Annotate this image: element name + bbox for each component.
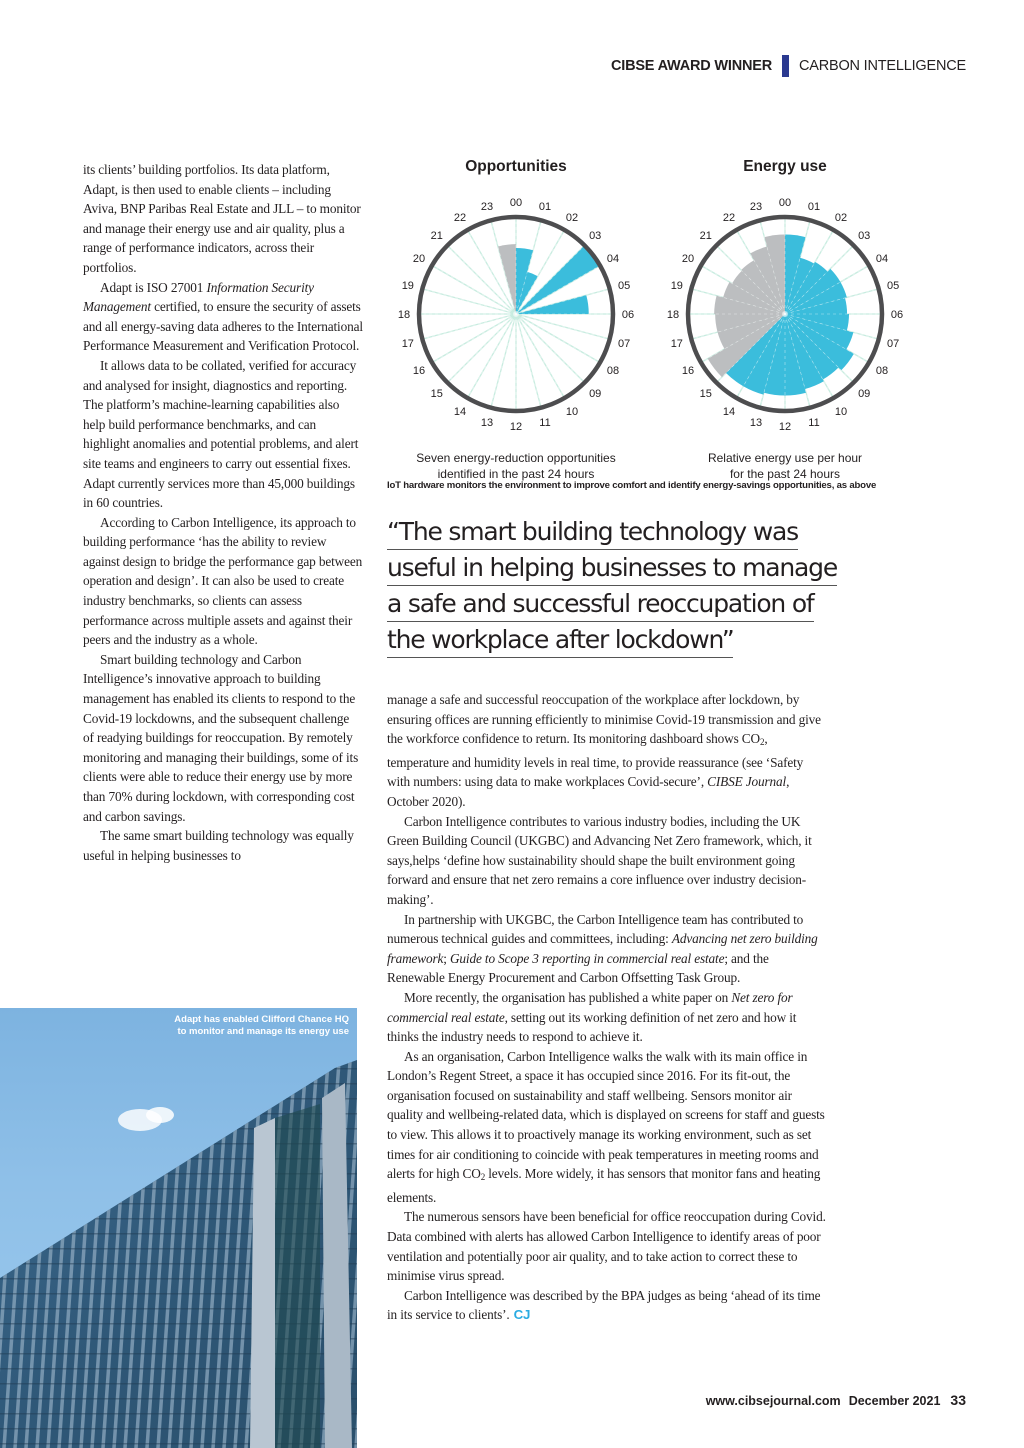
text-run: ; <box>443 950 450 966</box>
hour-label: 21 <box>699 229 712 242</box>
energy-use-chart <box>650 158 920 482</box>
paragraph: its clients’ building portfolios. Its data platform, Adapt, is then used to enable clients – including Aviva, BNP Paribas Real Estate and JLL – to monitor and manage their energy use and air quality, plus a range of performance indicators, across their portfolios. <box>83 162 361 275</box>
paragraph <box>387 690 827 812</box>
subscript: 2 <box>759 737 765 748</box>
hour-label: 18 <box>666 309 680 321</box>
pull-quote-line: useful in helping businesses to manage <box>387 550 837 586</box>
text-run: , setting out its working definition of net zero and how it thinks the industry needs to respond to achieve it. <box>387 1009 797 1045</box>
radial-bar-segment <box>498 244 516 314</box>
text-run: ; and the Renewable Energy Procurement and Carbon Offsetting Task Group. <box>387 950 769 986</box>
paragraph: The same smart building technology was equally useful in helping businesses to <box>83 828 354 863</box>
paragraph <box>387 1286 827 1325</box>
hour-label: 02 <box>565 212 579 225</box>
radial-chart-energy-use <box>650 184 920 444</box>
hour-label: 15 <box>430 388 443 401</box>
text-run: certified, to ensure the security of assets and all energy-saving data adheres to the International Performance Measurement and Verification Protocol. <box>83 299 363 354</box>
figure-caption: IoT hardware monitors the environment to improve comfort and identify energy-savings opportunities, as above <box>387 480 877 491</box>
hour-label: 22 <box>722 212 736 225</box>
hour-label: 15 <box>699 388 712 401</box>
hour-label: 13 <box>480 417 494 430</box>
paragraph: It allows data to be collated, verified for accuracy and analysed for insight, diagnostics and reporting. The platform’s machine-learning capabilities also help build performance benchmarks, and can highlight anomalies and potential problems, and alert site teams and engineers to carry out essential fixes. Adapt currently services more than 45,000 buildings in 60 countries. <box>83 357 359 511</box>
hour-label: 09 <box>589 388 602 401</box>
radial-chart-opportunities <box>381 184 651 444</box>
hour-label: 14 <box>722 405 736 418</box>
header-divider-bar <box>782 55 789 77</box>
chart-title: Opportunities <box>465 158 567 175</box>
text-run: levels. More widely, it has sensors that monitor fans and heating elements. <box>387 1166 821 1205</box>
hour-label: 02 <box>834 212 848 225</box>
text-run: As an organisation, Carbon Intelligence walks the walk with its main office in London’s Regent Street, a space it has occupied since 2016. For its fit-out, the organisation focused on sustainability and staff wellbeing. Sensors monitor air quality and wellbeing-related data, which is displayed on screens for staff and guests to view. This allows it to proactively manage its working environment, such as set times for air conditioning to coincide with peak temperatures in meeting rooms and alerts for high CO <box>387 1048 825 1182</box>
caption-line: for the past 24 hours <box>729 467 841 481</box>
text-run: Carbon Intelligence was described by the BPA judges as being ‘ahead of its time in its service to clients’. <box>387 1287 821 1323</box>
pull-quote <box>387 514 837 658</box>
text-run: In partnership with UKGBC, the Carbon Intelligence team has contributed to numerous technical guides and committees, including: <box>387 911 804 947</box>
hour-label: 00 <box>778 197 792 209</box>
hour-label: 16 <box>412 365 426 377</box>
running-header <box>611 55 966 77</box>
italic-run: Net zero for commercial real estate <box>387 989 793 1025</box>
hour-label: 10 <box>565 405 579 418</box>
hour-label: 22 <box>453 212 467 225</box>
hour-label: 16 <box>681 365 695 377</box>
text-run: More recently, the organisation has published a white paper on <box>404 989 732 1005</box>
hour-label: 06 <box>621 309 635 321</box>
caption-line: identified in the past 24 hours <box>437 467 595 481</box>
chart-caption <box>381 450 651 482</box>
hour-label: 19 <box>401 280 414 293</box>
hour-label: 04 <box>606 253 620 265</box>
caption-line: Seven energy-reduction opportunities <box>416 451 616 465</box>
chart-caption <box>650 450 920 482</box>
paragraph: According to Carbon Intelligence, its approach to building performance ‘has the ability to review against design to bridge the performance gap between operation and design’. It can also be used to create industry benchmarks, so clients can assess performance across multiple assets and against their peers and the industry as a whole. <box>83 514 363 648</box>
end-mark: CJ <box>513 1307 531 1323</box>
body-column-left <box>83 160 363 865</box>
hour-label: 07 <box>887 337 900 350</box>
hour-label: 03 <box>589 229 602 242</box>
text-run: , October 2020). <box>387 774 790 809</box>
page-footer <box>706 1392 966 1408</box>
opportunities-chart <box>381 158 651 482</box>
page-number: 33 <box>950 1392 966 1408</box>
hour-label: 04 <box>875 253 889 265</box>
text-run: Adapt is ISO 27001 <box>100 279 207 295</box>
paragraph <box>387 1047 827 1208</box>
photo-caption <box>174 1014 349 1038</box>
paragraph: Smart building technology and Carbon Intelligence’s innovative approach to building management has enabled its clients to respond to the Covid-19 lockdowns, and the subsequent challenge of readying buildings for reoccupation. By remotely monitoring and managing their buildings, some of its clients were able to reduce their energy use by more than 70% during lockdown, with corresponding cost and carbon savings. <box>83 651 359 824</box>
pull-quote-line: “The smart building technology was <box>387 514 798 550</box>
building-photo <box>0 1008 357 1448</box>
hour-label: 08 <box>606 365 620 377</box>
hour-label: 09 <box>858 388 871 401</box>
hour-label: 17 <box>670 337 683 350</box>
hour-label: 23 <box>749 200 763 213</box>
paragraph: Carbon Intelligence contributes to various industry bodies, including the UK Green Building Council (UKGBC) and Advancing Net Zero framework, which, it says,helps ‘define how sustainability should shape the built environment going forward and ensure that net zero remains a core influence over industry decision-making’. <box>387 813 812 907</box>
hour-label: 18 <box>397 309 411 321</box>
subscript: 2 <box>480 1172 486 1183</box>
hour-label: 10 <box>834 405 848 418</box>
pull-quote-line: the workplace after lockdown” <box>387 622 733 658</box>
hour-label: 17 <box>401 337 414 350</box>
hour-label: 23 <box>480 200 494 213</box>
hour-label: 05 <box>887 280 900 293</box>
italic-run: CIBSE Journal <box>707 774 787 790</box>
header-kicker: CIBSE AWARD WINNER <box>610 58 772 74</box>
hour-label: 11 <box>539 417 551 430</box>
hour-label: 11 <box>808 417 820 430</box>
hour-label: 19 <box>670 280 683 293</box>
italic-run: Information Security Management <box>83 279 314 315</box>
hour-label: 20 <box>681 253 695 265</box>
hour-label: 07 <box>618 337 631 350</box>
hour-label: 01 <box>538 200 552 213</box>
italic-run: Advancing net zero building framework <box>387 931 818 966</box>
italic-run: Guide to Scope 3 reporting in commercial real estate <box>449 950 725 966</box>
hour-label: 12 <box>778 421 792 433</box>
text-run: , temperature and humidity levels in real time, to provide reassurance (see ‘Safety with numbers: using data to make workplaces Covid-secure’, <box>387 731 804 790</box>
hour-label: 20 <box>412 253 426 265</box>
hour-label: 14 <box>453 405 467 418</box>
pull-quote-line: a safe and successful reoccupation of <box>387 586 814 622</box>
footer-date: December 2021 <box>848 1394 941 1408</box>
paragraph <box>83 278 363 356</box>
hour-label: 21 <box>430 229 443 242</box>
hour-label: 06 <box>890 309 904 321</box>
caption-line: Relative energy use per hour <box>707 451 863 465</box>
hour-label: 00 <box>509 197 523 209</box>
footer-url[interactable]: www.cibsejournal.com <box>705 1394 841 1408</box>
hour-label: 03 <box>858 229 871 242</box>
hour-label: 01 <box>807 200 821 213</box>
hour-label: 08 <box>875 365 889 377</box>
caption-line: Adapt has enabled Clifford Chance HQ <box>174 1014 349 1025</box>
hour-label: 13 <box>749 417 763 430</box>
paragraph: The numerous sensors have been beneficial for office reoccupation during Covid. Data combined with alerts has allowed Carbon Intelligence to identify areas of poor ventilation and potentially poor air quality, and to take action to correct these to minimise virus spread. <box>387 1209 826 1284</box>
chart-title: Energy use <box>743 158 827 175</box>
hour-label: 05 <box>618 280 631 293</box>
caption-line: to monitor and manage its energy use <box>177 1026 349 1037</box>
body-column-right <box>387 690 827 1325</box>
hour-label: 12 <box>509 421 523 433</box>
header-section: CARBON INTELLIGENCE <box>798 58 966 74</box>
building-illustration <box>0 1008 357 1448</box>
text-run: manage a safe and successful reoccupation of the workplace after lockdown, by ensuring offices are running efficiently to minimise Covid-19 transmission and give the workforce confidence to return. Its monitoring dashboard shows CO <box>387 692 821 747</box>
paragraph <box>387 988 827 1047</box>
paragraph <box>387 910 827 988</box>
